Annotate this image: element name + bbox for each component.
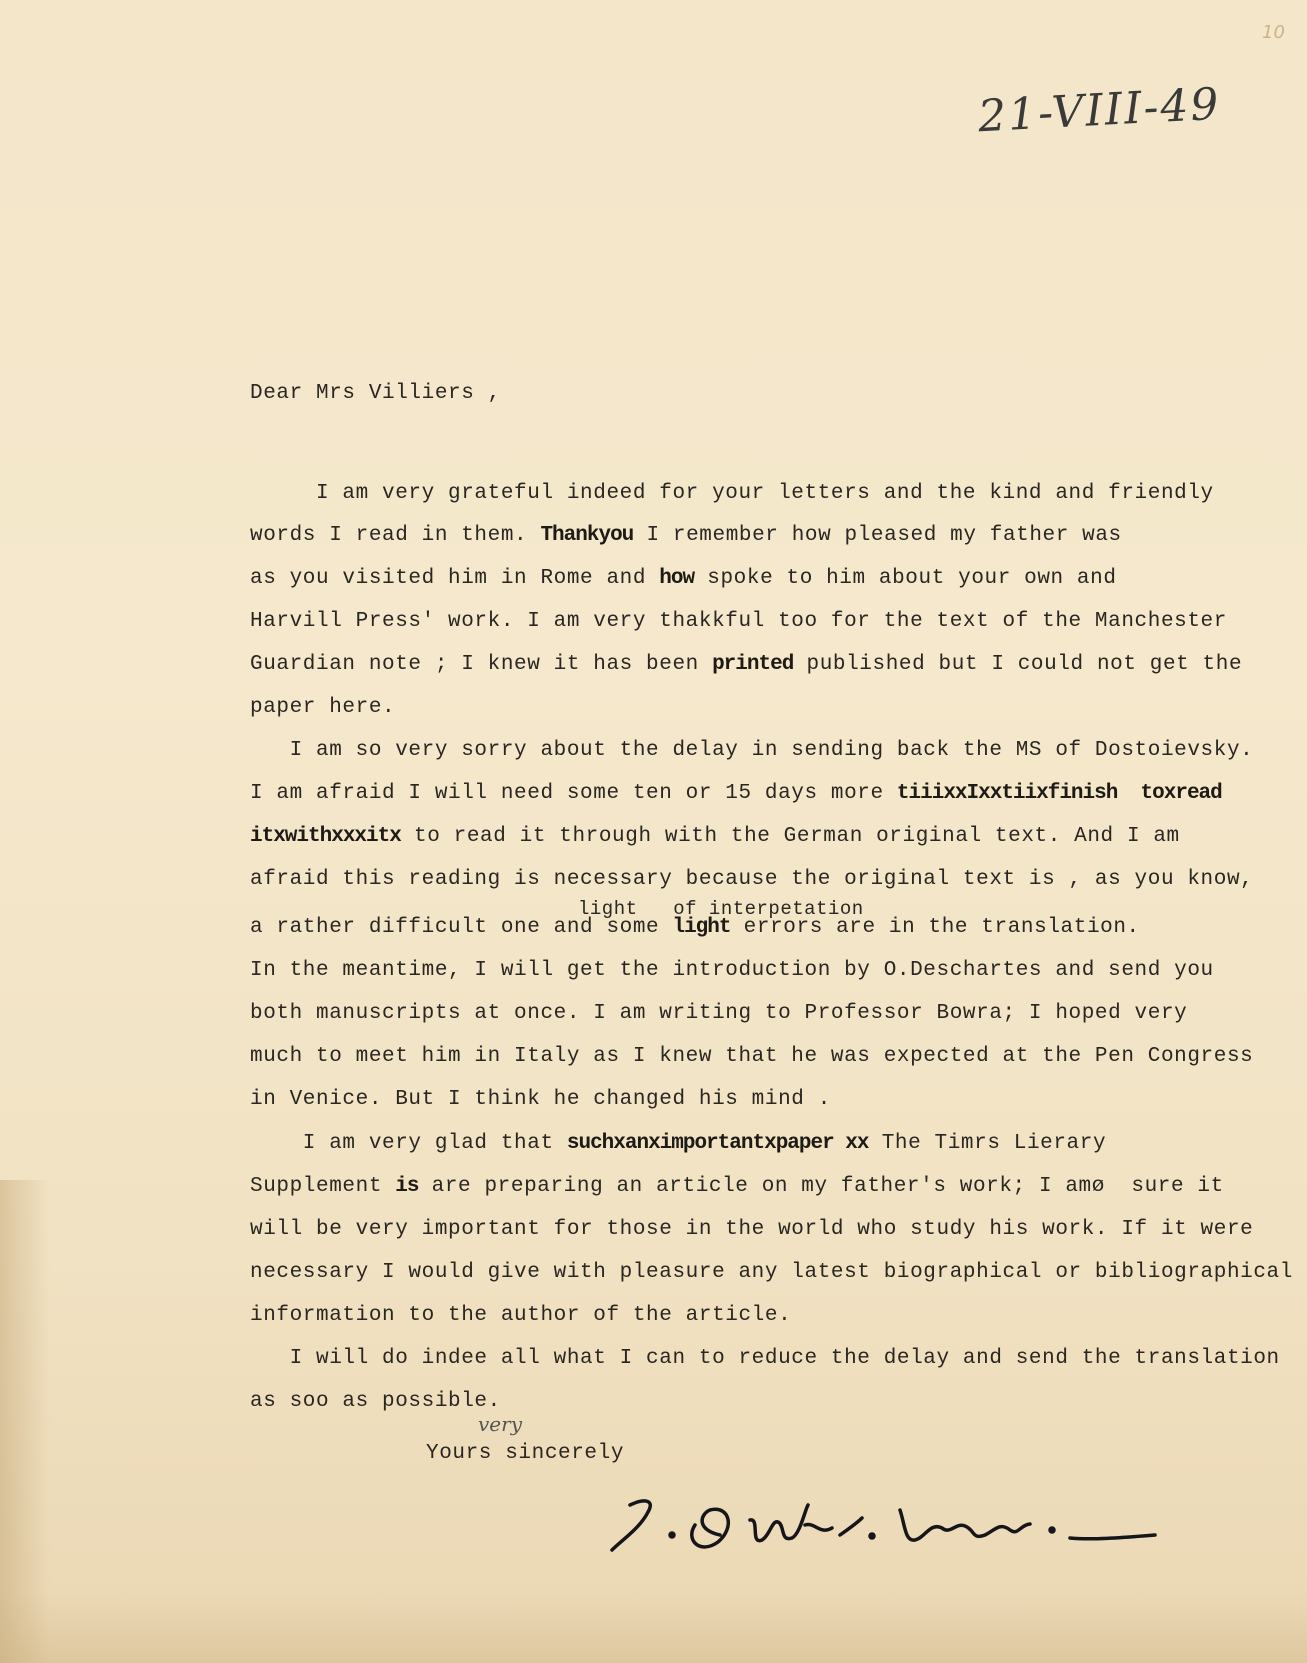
p1-line-4: Harvill Press' work. I am very thakkful too for the text of the Manchester (250, 610, 1227, 633)
p4-line-2: as soo as possible. (250, 1390, 501, 1413)
handwritten-insertion: very (478, 1412, 522, 1436)
p3-line-3: will be very important for those in the world who study his work. If it were (250, 1218, 1254, 1241)
greeting: Dear Mrs Villiers , (250, 382, 501, 405)
struck-text: suchxanximportantxpaper xx (566, 1132, 869, 1155)
p2-line-8: much to meet him in Italy as I knew that he was expected at the Pen Congress (250, 1045, 1254, 1068)
struck-text: is (395, 1175, 419, 1198)
p3-line-1 (250, 1130, 1106, 1158)
p1-line-6: paper here. (250, 696, 396, 719)
p2-line-9: in Venice. But I think he changed his mind . (250, 1088, 831, 1111)
text: I am afraid I will need some ten or 15 days more (250, 782, 897, 805)
struck-text: how (659, 567, 695, 590)
page-number: 10 (1262, 22, 1285, 43)
text: Guardian note ; I knew it has been (250, 653, 713, 676)
text: I remember how pleased my father was (633, 524, 1122, 547)
struck-text: printed (712, 653, 794, 676)
closing-text: Yours sincerely (426, 1442, 625, 1465)
p2-line-1: I am so very sorry about the delay in sending back the MS of Dostoievsky. (250, 739, 1254, 762)
text: I am very glad that (250, 1132, 567, 1155)
p2-line-3 (250, 823, 1180, 851)
p1-line-1: I am very grateful indeed for your letters and the kind and friendly (250, 482, 1214, 505)
p1-line-5 (250, 651, 1242, 679)
text: errors are in the translation. (730, 916, 1140, 939)
struck-text: itxwithxxxitx (250, 825, 401, 848)
struck-text: Thankyou (540, 524, 634, 547)
p2-line-7: both manuscripts at once. I am writing to Professor Bowra; I hoped very (250, 1002, 1188, 1025)
text: a rather difficult one and some (250, 916, 673, 939)
handwritten-signature (600, 1480, 1160, 1570)
paper-stain (0, 1180, 50, 1663)
p4-line-1: I will do indee all what I can to reduce the delay and send the translation (250, 1347, 1280, 1370)
handwritten-date: 21-VIII-49 (976, 78, 1222, 143)
text: to read it through with the German original text. And I am (400, 825, 1180, 848)
p2-line-6: In the meantime, I will get the introduction by O.Deschartes and send you (250, 959, 1214, 982)
struck-text: tiiixxIxxtiixfinish toxread (896, 782, 1222, 805)
text: spoke to him about your own and (694, 567, 1117, 590)
p1-line-2 (250, 522, 1122, 550)
paper-stain-bottom (0, 1593, 1307, 1663)
text: words I read in them. (250, 524, 541, 547)
p2-line-5 (250, 914, 1140, 942)
text: The Timrs Lierary (868, 1132, 1107, 1155)
p2-line-4: afraid this reading is necessary because the original text is , as you know, (250, 868, 1254, 891)
text: are preparing an article on my father's work; I amø sure it (418, 1175, 1224, 1198)
text: published but I could not get the (793, 653, 1243, 676)
p2-line-2 (250, 780, 1222, 808)
text: Supplement (250, 1175, 396, 1198)
p3-line-4: necessary I would give with pleasure any latest biographical or bibliographical (250, 1261, 1293, 1284)
p1-line-3 (250, 565, 1117, 593)
struck-text: light (672, 916, 731, 939)
text: as you visited him in Rome and (250, 567, 660, 590)
interlinear-insertion: light of interpetation (578, 898, 864, 920)
p3-line-5: information to the author of the article. (250, 1304, 792, 1327)
p3-line-2 (250, 1173, 1224, 1201)
